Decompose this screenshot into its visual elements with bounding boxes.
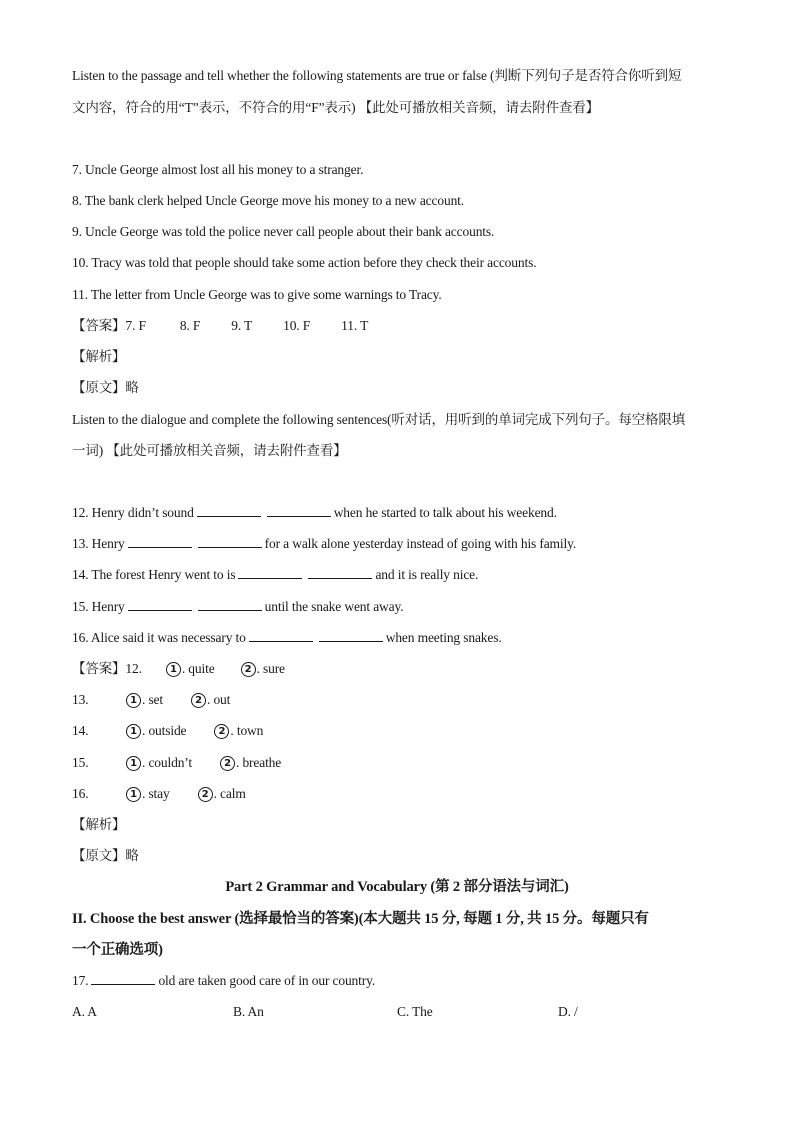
question-11: 11. The letter from Uncle George was to give some warnings to Tracy.: [72, 287, 442, 302]
answer-label: 【答案】: [72, 661, 126, 676]
answer-blank: [128, 535, 192, 548]
circled-number-icon: 2: [241, 662, 256, 677]
original-text-line-2: [72, 846, 139, 866]
question-17: 17. old are taken good care of in our country.: [72, 973, 376, 988]
circled-number-icon: 1: [126, 756, 141, 771]
original-label: 【原文】: [72, 848, 126, 863]
original-label: 【原文】: [72, 380, 126, 395]
answer-7: 7. F: [125, 318, 146, 333]
answer-row-16: 16. 1 . stay 2 . calm: [72, 786, 246, 801]
answer-11: 11. T: [341, 318, 369, 333]
option-b: B. An: [233, 1004, 264, 1019]
option-a: A. A: [72, 1004, 97, 1019]
answer-blank: [197, 504, 261, 517]
part-2-title: Part 2 Grammar and Vocabulary (第 2 部分语法与词汇): [225, 879, 569, 895]
answer-row-15: 15. 1 . couldn’t 2 . breathe: [72, 755, 282, 770]
answer-9: 9. T: [231, 318, 253, 333]
circled-number-icon: 2: [198, 787, 213, 802]
answer-blank: [238, 566, 302, 579]
question-15: 15. Henry until the snake went away.: [72, 599, 404, 614]
circled-number-icon: 1: [126, 693, 141, 708]
original-text: 略: [125, 380, 139, 395]
circled-number-icon: 1: [126, 724, 141, 739]
section-ii-heading-line2: 一个正确选项): [72, 942, 163, 958]
answer-blank: [198, 535, 262, 548]
circled-number-icon: 1: [126, 787, 141, 802]
circled-number-icon: 1: [166, 662, 181, 677]
answer-blank: [198, 598, 262, 611]
question-7: 7. Uncle George almost lost all his money to a stranger.: [72, 162, 364, 177]
answer-label: 【答案】: [72, 318, 126, 333]
answer-row-13: 13. 1 . set 2 . out: [72, 692, 231, 707]
option-d: D. /: [558, 1004, 578, 1019]
question-16: 16. Alice said it was necessary to when meeting snakes.: [72, 630, 502, 645]
analysis-label: 【解析】: [72, 349, 126, 364]
answer-row-14: 14. 1 . outside 2 . town: [72, 723, 264, 738]
question-13: 13. Henry for a walk alone yesterday instead of going with his family.: [72, 536, 577, 551]
analysis-label-2: 【解析】: [72, 817, 126, 832]
question-9: 9. Uncle George was told the police never call people about their bank accounts.: [72, 224, 495, 239]
question-12: 12. Henry didn’t sound when he started to talk about his weekend.: [72, 505, 557, 520]
instruction-true-false-line2: 文内容，符合的用“T”表示，不符合的用“F”表示) 【此处可播放相关音频，请去附件查看】: [72, 100, 599, 115]
answer-blank: [308, 566, 372, 579]
answer-blank: [249, 629, 313, 642]
answer-line-1: [72, 316, 368, 336]
question-14: 14. The forest Henry went to is and it is really nice.: [72, 567, 479, 582]
instruction-dialogue-line1: Listen to the dialogue and complete the following sentences(听对话，用听到的单词完成下列句子。每空格限填: [72, 412, 686, 427]
answer-blank: [128, 598, 192, 611]
option-c: C. The: [397, 1004, 433, 1019]
instruction-dialogue-line2: 一词) 【此处可播放相关音频，请去附件查看】: [72, 443, 347, 458]
instruction-true-false-line1: Listen to the passage and tell whether the following statements are true or false (判断下列句子是否符合你听到短: [72, 68, 682, 83]
answer-blank: [91, 972, 155, 985]
question-10: 10. Tracy was told that people should take some action before they check their accounts.: [72, 255, 537, 270]
answer-blank: [319, 629, 383, 642]
answer-row-12: 【答案】12. 1 . quite 2 . sure: [72, 661, 285, 676]
question-8: 8. The bank clerk helped Uncle George move his money to a new account.: [72, 193, 464, 208]
original-text-line: [72, 378, 139, 398]
answer-10: 10. F: [283, 318, 311, 333]
answer-blank: [267, 504, 331, 517]
section-ii-heading-line1: II. Choose the best answer (选择最恰当的答案)(本大题共 15 分, 每题 1 分, 共 15 分。每题只有: [72, 911, 649, 927]
circled-number-icon: 2: [220, 756, 235, 771]
original-text: 略: [125, 848, 139, 863]
circled-number-icon: 2: [191, 693, 206, 708]
answer-8: 8. F: [179, 318, 201, 333]
circled-number-icon: 2: [214, 724, 229, 739]
